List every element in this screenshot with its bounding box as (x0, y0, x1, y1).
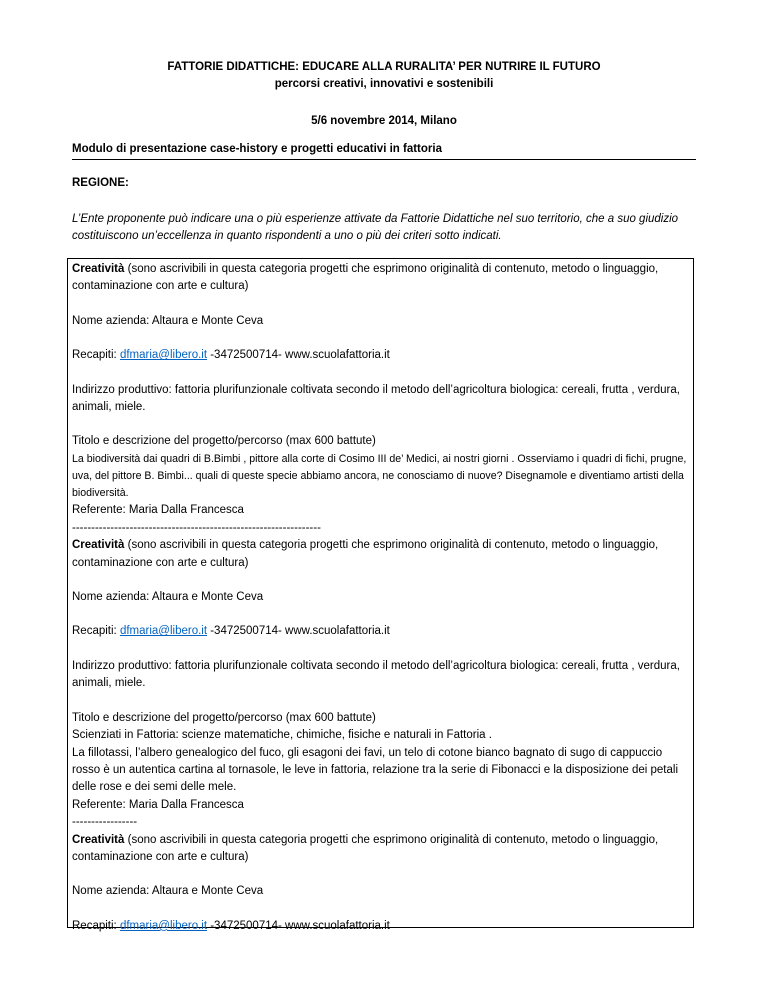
contacts-rest: -3472500714- www.scuolafattoria.it (207, 919, 390, 932)
contacts-line (72, 623, 689, 640)
contacts-rest: -3472500714- www.scuolafattoria.it (207, 349, 390, 362)
contacts-line (72, 918, 689, 935)
separator: ----------------------------------------------------------------- (72, 521, 321, 534)
category-description: (sono ascrivibili in questa categoria progetti che esprimono originalità di contenuto, metodo o linguaggio, contaminazione con arte e cultura) (72, 833, 659, 863)
regione-label: REGIONE: (72, 177, 129, 189)
email-link[interactable]: dfmaria@libero.it (119, 349, 208, 362)
project-description: La fillotassi, l’albero genealogico del fuco, gli esagoni dei favi, un telo di cotone bianco bagnato di sugo di cappuccio rosso è un autentica cartina al tornasole, le leve in fattoria, relazione tra la serie di Fibonacci e la disposizione dei petali delle rose e dei semi delle mele. (72, 746, 679, 794)
email-link[interactable]: dfmaria@libero.it (119, 625, 208, 638)
project-title: Scienziati in Fattoria: scienze matematiche, chimiche, fisiche e naturali in Fattoria . (72, 729, 492, 742)
contacts-rest: -3472500714- www.scuolafattoria.it (207, 625, 390, 638)
category-label: Creatività (72, 833, 125, 846)
form-heading: Modulo di presentazione case-history e progetti educativi in fattoria (72, 141, 696, 160)
separator: ----------------- (72, 816, 138, 829)
category-line (72, 261, 689, 296)
category-description: (sono ascrivibili in questa categoria progetti che esprimono originalità di contenuto, metodo o linguaggio, contaminazione con arte e cultura) (72, 539, 659, 569)
contacts-label: Recapiti: (72, 625, 120, 638)
production-address: Indirizzo produttivo: fattoria plurifunzionale coltivata secondo il metodo dell’agricoltura biologica: cereali, frutta , verdura, animali, miele. (72, 383, 680, 414)
project-description-a: La biodiversità dai quadri di B.Bimbi , pittore alla corte di Cosimo III de’ Medici, ai nostri giorni . (72, 452, 515, 465)
company-name: Nome azienda: Altaura e Monte Ceva (72, 885, 264, 898)
production-address: Indirizzo produttivo: fattoria plurifunzionale coltivata secondo il metodo dell’agricoltura biologica: cereali, frutta , verdura, animali, miele. (72, 659, 680, 690)
referent: Referente: Maria Dalla Francesca (72, 504, 244, 517)
category-line (72, 832, 689, 867)
category-line (72, 537, 689, 572)
entries-box (67, 258, 694, 932)
title-line-2: percorsi creativi, innovativi e sostenibili (274, 78, 494, 90)
email-link[interactable]: dfmaria@libero.it (119, 919, 208, 932)
contacts-label: Recapiti: (72, 349, 120, 362)
event-date: 5/6 novembre 2014, Milano (311, 115, 457, 127)
project-title-label: Titolo e descrizione del progetto/percorso (max 600 battute) (72, 435, 376, 448)
contacts-line (72, 347, 689, 364)
title-line-1: FATTORIE DIDATTICHE: EDUCARE ALLA RURALITA’ PER NUTRIRE IL FUTURO (167, 61, 601, 73)
contacts-label: Recapiti: (72, 919, 120, 932)
intro-text: L’Ente proponente può indicare una o più esperienze attivate da Fattorie Didattiche nel suo territorio, che a suo giudizio costituiscono un’eccellenza in quanto rispondenti a uno o più dei criteri sotto indicati. (72, 213, 679, 242)
company-name: Nome azienda: Altaura e Monte Ceva (72, 314, 264, 327)
document-title (0, 59, 768, 93)
project-description-b: Osserviamo i quadri di fichi, prugne, uva, del pittore B. Bimbi... quali di queste specie abbiamo ancora, ne conosciamo di nuove? Disegnamole e diventiamo artisti della biodiversità. (72, 452, 687, 500)
referent: Referente: Maria Dalla Francesca (72, 798, 244, 811)
category-label: Creatività (72, 539, 125, 552)
project-title-label: Titolo e descrizione del progetto/percorso (max 600 battute) (72, 711, 376, 724)
category-description: (sono ascrivibili in questa categoria progetti che esprimono originalità di contenuto, metodo o linguaggio, contaminazione con arte e cultura) (72, 263, 659, 293)
project-description (72, 451, 689, 503)
category-label: Creatività (72, 263, 125, 275)
company-name: Nome azienda: Altaura e Monte Ceva (72, 591, 264, 604)
